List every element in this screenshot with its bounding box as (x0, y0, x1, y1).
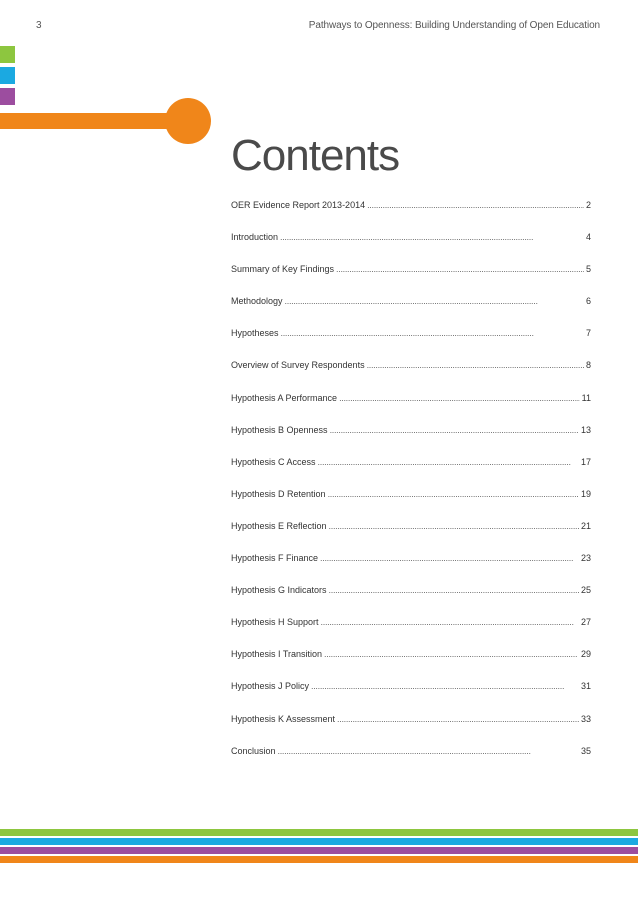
toc-leader-dots (329, 521, 579, 531)
toc-entry-page: 35 (580, 745, 591, 756)
toc-entry-title: Methodology (231, 296, 283, 307)
toc-entry[interactable] (231, 328, 591, 360)
toc-leader-dots (280, 232, 584, 242)
toc-leader-dots (367, 200, 584, 210)
toc-entry-title: Hypothesis E Reflection (231, 520, 327, 531)
running-header: Pathways to Openness: Building Understanding of Open Education (308, 20, 600, 31)
toc-entry[interactable] (231, 585, 591, 617)
toc-entry-page: 13 (580, 424, 591, 435)
toc-entry-title: Hypothesis I Transition (231, 649, 323, 660)
toc-entry[interactable] (231, 553, 591, 585)
toc-entry-page: 11 (581, 392, 591, 403)
orange-accent-bar (0, 113, 180, 129)
toc-leader-dots (330, 425, 579, 435)
toc-leader-dots (278, 746, 579, 756)
toc-entry-title: Hypothesis D Retention (231, 488, 326, 499)
toc-entry[interactable] (231, 232, 591, 264)
toc-entry-page: 2 (585, 200, 591, 210)
toc-entry-page: 4 (585, 232, 591, 243)
table-of-contents (231, 200, 591, 778)
blue-stripe (0, 838, 638, 845)
green-square (0, 46, 15, 63)
toc-entry[interactable] (231, 200, 591, 232)
toc-entry-title: Overview of Survey Respondents (231, 360, 365, 371)
toc-entry[interactable] (231, 360, 591, 392)
toc-entry[interactable] (231, 714, 591, 746)
toc-entry-title: Hypothesis A Performance (231, 392, 338, 403)
toc-entry[interactable] (231, 425, 591, 457)
toc-entry-page: 7 (585, 328, 591, 339)
toc-entry[interactable] (231, 296, 591, 328)
toc-entry[interactable] (231, 681, 591, 713)
toc-leader-dots (328, 489, 579, 499)
toc-entry[interactable] (231, 264, 591, 296)
green-stripe (0, 829, 638, 836)
contents-title: Contents (231, 131, 400, 180)
blue-square (0, 67, 15, 84)
toc-entry-title: Summary of Key Findings (231, 264, 335, 275)
toc-entry-title: OER Evidence Report 2013-2014 (231, 200, 366, 210)
toc-leader-dots (367, 360, 584, 370)
toc-entry-title: Hypothesis B Openness (231, 424, 328, 435)
toc-entry-title: Conclusion (231, 745, 276, 756)
toc-entry-page: 31 (580, 681, 591, 692)
toc-leader-dots (285, 296, 584, 306)
toc-entry[interactable] (231, 746, 591, 778)
toc-leader-dots (311, 681, 579, 691)
toc-entry-page: 19 (580, 488, 591, 499)
toc-entry[interactable] (231, 457, 591, 489)
toc-leader-dots (329, 585, 579, 595)
toc-entry-title: Hypothesis H Support (231, 617, 319, 628)
toc-entry-title: Hypothesis F Finance (231, 553, 319, 564)
toc-entry[interactable] (231, 617, 591, 649)
toc-entry-page: 25 (580, 585, 591, 596)
toc-leader-dots (321, 617, 579, 627)
toc-entry-title: Hypothesis K Assessment (231, 713, 336, 724)
toc-leader-dots (336, 264, 584, 274)
footer-stripes (0, 829, 638, 865)
purple-stripe (0, 847, 638, 854)
toc-entry-page: 27 (580, 617, 591, 628)
toc-entry-page: 6 (585, 296, 591, 307)
toc-entry-title: Hypothesis G Indicators (231, 585, 327, 596)
toc-leader-dots (337, 714, 579, 724)
toc-entry-page: 5 (585, 264, 591, 275)
toc-leader-dots (339, 393, 580, 403)
toc-entry-title: Introduction (231, 232, 279, 243)
toc-entry-page: 33 (580, 713, 591, 724)
toc-entry[interactable] (231, 649, 591, 681)
toc-entry-page: 8 (585, 360, 591, 371)
toc-leader-dots (320, 553, 579, 563)
toc-leader-dots (281, 328, 584, 338)
orange-accent-circle (165, 98, 211, 144)
toc-entry[interactable] (231, 489, 591, 521)
toc-entry[interactable] (231, 393, 591, 425)
toc-entry[interactable] (231, 521, 591, 553)
toc-entry-title: Hypothesis C Access (231, 456, 316, 467)
purple-square (0, 88, 15, 105)
toc-entry-page: 21 (580, 520, 591, 531)
toc-leader-dots (324, 649, 579, 659)
toc-entry-page: 17 (580, 456, 591, 467)
toc-entry-page: 23 (580, 553, 591, 564)
toc-entry-page: 29 (580, 649, 591, 660)
side-color-squares (0, 46, 15, 109)
orange-stripe (0, 856, 638, 863)
page-number: 3 (36, 20, 42, 31)
toc-leader-dots (318, 457, 579, 467)
toc-entry-title: Hypothesis J Policy (231, 681, 310, 692)
toc-entry-title: Hypotheses (231, 328, 279, 339)
